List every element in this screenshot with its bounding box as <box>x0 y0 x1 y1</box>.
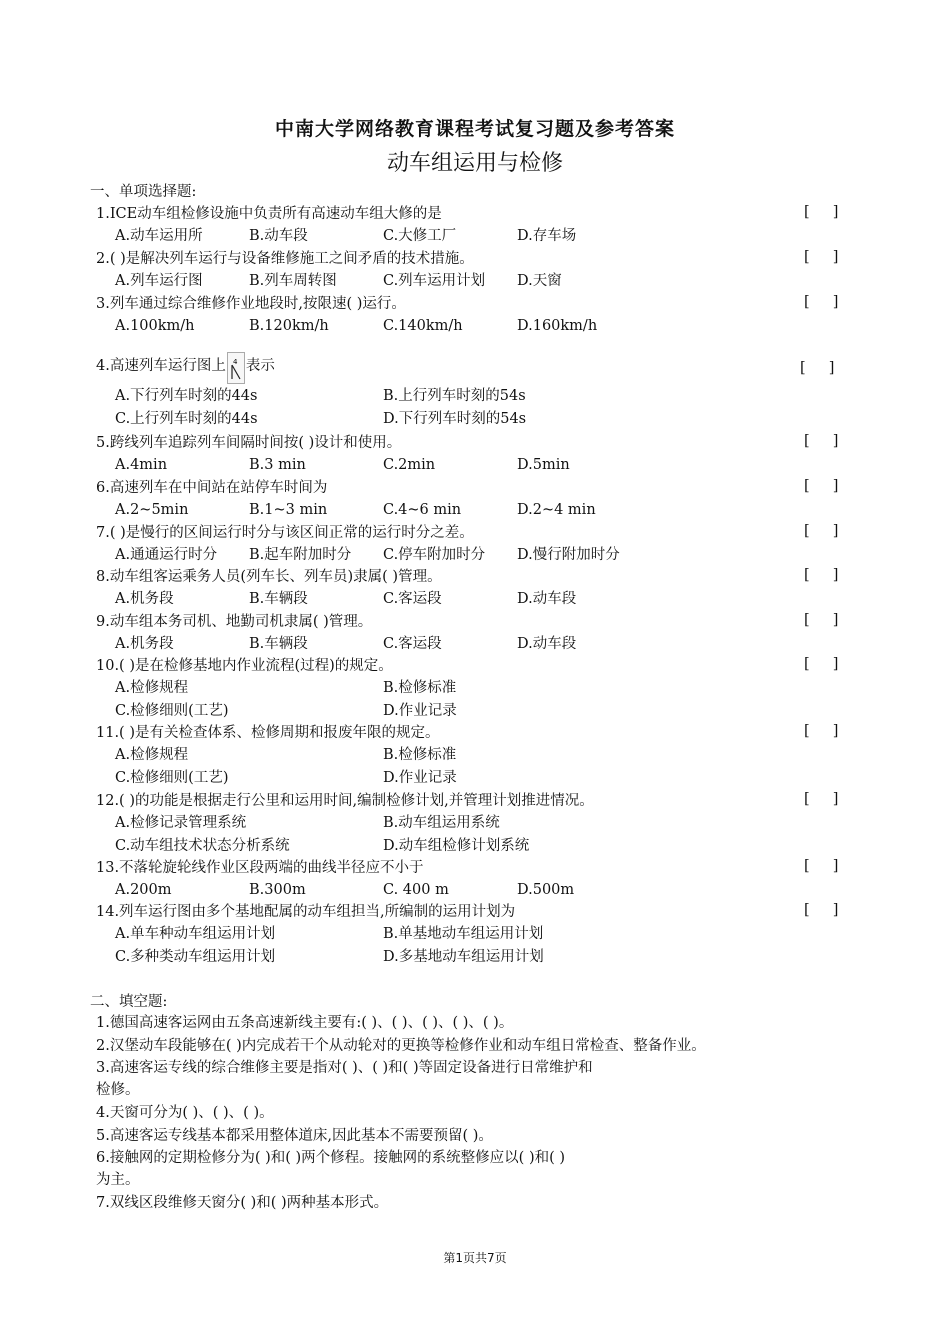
question-stem: 6.高速列车在中间站在站停车时间为 <box>96 480 328 496</box>
train-diagram-symbol-icon <box>227 352 245 384</box>
answer-bracket[interactable]: [ ] <box>804 523 839 539</box>
answer-bracket[interactable]: [ ] <box>804 249 839 265</box>
answer-bracket[interactable]: [ ] <box>804 858 839 874</box>
fill-blank-question: 4.天窗可分为( )、( )、( )。 <box>96 1105 274 1121</box>
answer-bracket[interactable]: [ ] <box>804 478 839 494</box>
answer-bracket[interactable]: [ ] <box>804 567 839 583</box>
question-stem: 7.( )是慢行的区间运行时分与该区间正常的运行时分之差。 <box>96 525 474 541</box>
answer-option[interactable]: D.动车段 <box>517 636 577 652</box>
question-stem <box>96 348 275 384</box>
section-heading-choice: 一、单项选择题: <box>90 184 197 200</box>
answer-option[interactable]: C.140km/h <box>383 318 463 334</box>
answer-option[interactable]: D.下行列车时刻的54s <box>383 410 527 427</box>
fill-blank-question: 7.双线区段维修天窗分( )和( )两种基本形式。 <box>96 1195 389 1211</box>
answer-option[interactable]: D.动车组检修计划系统 <box>383 837 530 854</box>
answer-option[interactable]: A.检修规程 <box>115 680 189 696</box>
answer-bracket[interactable]: [ ] <box>804 612 839 628</box>
question-stem-text: 表示 <box>245 358 275 374</box>
answer-option[interactable]: B.动车组运用系统 <box>383 815 500 831</box>
answer-bracket[interactable]: [ ] <box>804 791 839 807</box>
answer-option[interactable]: B.车辆段 <box>249 636 308 652</box>
answer-option[interactable]: D.2~4 min <box>517 502 596 518</box>
answer-option[interactable]: C.停车附加时分 <box>383 547 486 563</box>
answer-option[interactable]: B.检修标准 <box>383 680 457 696</box>
answer-bracket[interactable]: [ ] <box>804 294 839 310</box>
answer-option[interactable]: D.5min <box>517 457 570 473</box>
document-title: 中南大学网络教育课程考试复习题及参考答案 <box>274 118 675 140</box>
answer-bracket[interactable]: [ ] <box>800 360 835 376</box>
course-title: 动车组运用与检修 <box>386 151 563 176</box>
answer-option[interactable]: C.动车组技术状态分析系统 <box>115 837 290 854</box>
answer-bracket[interactable]: [ ] <box>804 902 839 918</box>
question-stem: 12.( )的功能是根据走行公里和运用时间,编制检修计划,并管理计划推进情况。 <box>96 793 594 809</box>
answer-option[interactable]: C.列车运用计划 <box>383 273 486 289</box>
question-stem: 13.不落轮旋轮线作业区段两端的曲线半径应不小于 <box>96 860 424 876</box>
answer-option[interactable]: B.3 min <box>249 457 306 473</box>
answer-option[interactable]: D.动车段 <box>517 591 577 607</box>
answer-option[interactable]: D.天窗 <box>517 273 562 289</box>
answer-option[interactable]: A.动车运用所 <box>115 228 203 244</box>
answer-option[interactable]: A.下行列车时刻的44s <box>115 388 258 404</box>
answer-option[interactable]: A.通通运行时分 <box>115 547 218 563</box>
fill-blank-question: 3.高速客运专线的综合维修主要是指对( )、( )和( )等固定设备进行日常维护和 <box>96 1060 593 1076</box>
answer-option[interactable]: C.2min <box>383 457 436 473</box>
answer-option[interactable]: B.检修标准 <box>383 747 457 763</box>
answer-option[interactable]: A.100km/h <box>115 318 195 334</box>
answer-option[interactable]: B.起车附加时分 <box>249 547 352 563</box>
section-heading-fill-blank: 二、填空题: <box>90 994 168 1010</box>
answer-option[interactable]: D.作业记录 <box>383 702 457 719</box>
question-stem: 9.动车组本务司机、地勤司机隶属( )管理。 <box>96 614 373 630</box>
answer-option[interactable]: D.500m <box>517 882 575 898</box>
answer-option[interactable]: A.200m <box>115 882 172 898</box>
fill-blank-question: 5.高速客运专线基本都采用整体道床,因此基本不需要预留( )。 <box>96 1128 493 1144</box>
answer-bracket[interactable]: [ ] <box>804 204 839 220</box>
question-stem-text: 4.高速列车运行图上 <box>96 358 226 374</box>
answer-option[interactable]: C.上行列车时刻的44s <box>115 410 258 427</box>
question-stem: 14.列车运行图由多个基地配属的动车组担当,所编制的运用计划为 <box>96 904 516 920</box>
answer-option[interactable]: D.160km/h <box>517 318 598 334</box>
question-stem: 5.跨线列车追踪列车间隔时间按( )设计和使用。 <box>96 435 402 451</box>
question-stem: 10.( )是在检修基地内作业流程(过程)的规定。 <box>96 658 393 674</box>
answer-option[interactable]: C.客运段 <box>383 636 442 652</box>
answer-option[interactable]: A.检修规程 <box>115 747 189 763</box>
answer-option[interactable]: C.检修细则(工艺) <box>115 702 229 719</box>
answer-option[interactable]: A.检修记录管理系统 <box>115 815 247 831</box>
answer-option[interactable]: C.大修工厂 <box>383 228 457 244</box>
answer-bracket[interactable]: [ ] <box>804 656 839 672</box>
answer-option[interactable]: D.作业记录 <box>383 769 457 786</box>
svg-text:4: 4 <box>232 358 238 366</box>
answer-option[interactable]: C.客运段 <box>383 591 442 607</box>
fill-blank-question: 2.汉堡动车段能够在( )内完成若干个从动轮对的更换等检修作业和动车组日常检查、整备作业。 <box>96 1038 706 1054</box>
question-stem: 3.列车通过综合维修作业地段时,按限速( )运行。 <box>96 296 406 312</box>
page-number: 第1页共7页 <box>443 1251 507 1265</box>
answer-option[interactable]: A.单车种动车组运用计划 <box>115 926 276 942</box>
answer-option[interactable]: A.列车运行图 <box>115 273 203 289</box>
answer-option[interactable]: A.2~5min <box>115 502 189 518</box>
question-stem: 1.ICE动车组检修设施中负责所有高速动车组大修的是 <box>96 206 442 222</box>
answer-option[interactable]: D.多基地动车组运用计划 <box>383 948 544 965</box>
fill-blank-continuation: 为主。 <box>96 1172 140 1188</box>
answer-option[interactable]: A.机务段 <box>115 636 174 652</box>
answer-option[interactable]: A.4min <box>115 457 168 473</box>
answer-option[interactable]: C. 400 m <box>383 882 449 898</box>
answer-option[interactable]: B.上行列车时刻的54s <box>383 388 526 404</box>
answer-option[interactable]: A.机务段 <box>115 591 174 607</box>
answer-option[interactable]: B.300m <box>249 882 306 898</box>
fill-blank-question: 6.接触网的定期检修分为( )和( )两个修程。接触网的系统整修应以( )和( ) <box>96 1150 566 1166</box>
answer-option[interactable]: D.慢行附加时分 <box>517 547 620 563</box>
answer-option[interactable]: C.4~6 min <box>383 502 462 518</box>
answer-option[interactable]: B.单基地动车组运用计划 <box>383 926 544 942</box>
question-stem: 11.( )是有关检查体系、检修周期和报废年限的规定。 <box>96 725 440 741</box>
answer-option[interactable]: B.列车周转图 <box>249 273 337 289</box>
answer-bracket[interactable]: [ ] <box>804 433 839 449</box>
question-stem: 8.动车组客运乘务人员(列车长、列车员)隶属( )管理。 <box>96 569 442 585</box>
answer-option[interactable]: B.1~3 min <box>249 502 328 518</box>
fill-blank-question: 1.德国高速客运网由五条高速新线主要有:( )、( )、( )、( )、( )。 <box>96 1015 514 1031</box>
answer-bracket[interactable]: [ ] <box>804 723 839 739</box>
fill-blank-continuation: 检修。 <box>96 1082 140 1098</box>
answer-option[interactable]: C.多种类动车组运用计划 <box>115 948 276 965</box>
question-stem: 2.( )是解决列车运行与设备维修施工之间矛盾的技术措施。 <box>96 251 474 267</box>
answer-option[interactable]: B.车辆段 <box>249 591 308 607</box>
answer-option[interactable]: B.动车段 <box>249 228 308 244</box>
answer-option[interactable]: C.检修细则(工艺) <box>115 769 229 786</box>
answer-option[interactable]: D.存车场 <box>517 228 577 244</box>
answer-option[interactable]: B.120km/h <box>249 318 329 334</box>
